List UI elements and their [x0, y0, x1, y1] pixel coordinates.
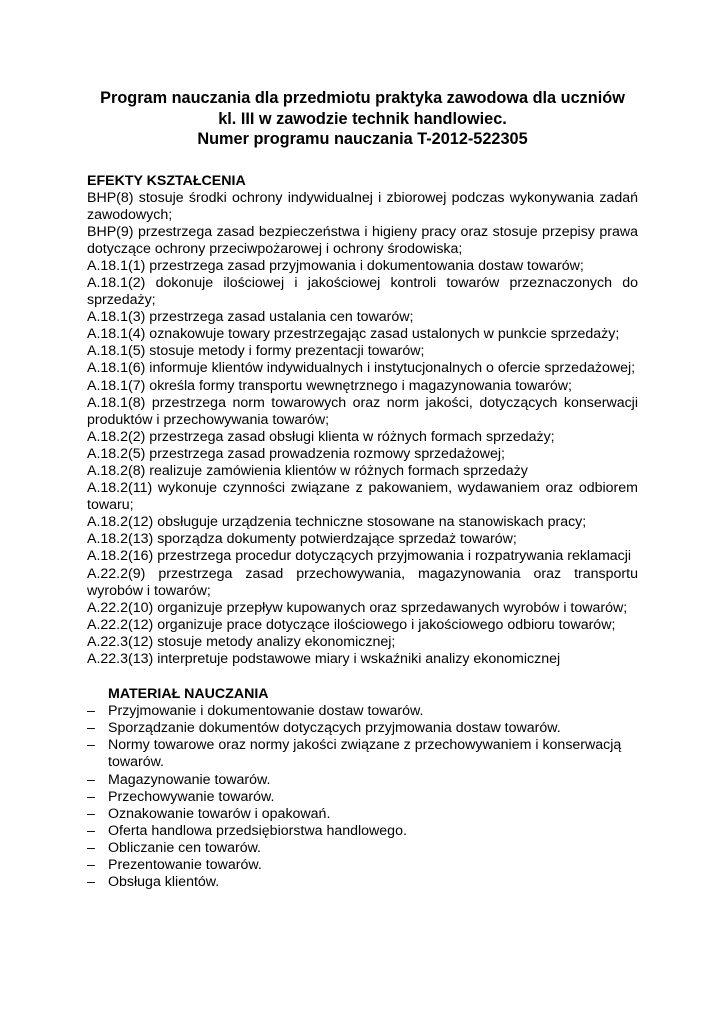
dash-bullet: –	[87, 805, 95, 822]
material-item-text: Oznakowanie towarów i opakowań.	[108, 805, 331, 822]
effect-item: A.18.2(11) wykonuje czynności związane z pakowaniem, wydawaniem oraz odbiorem towaru;	[87, 480, 638, 514]
dash-bullet: –	[87, 720, 95, 737]
material-item	[87, 874, 638, 891]
effect-item: A.22.3(13) interpretuje podstawowe miary i wskaźniki analizy ekonomicznej	[87, 651, 561, 668]
material-item-text: Prezentowanie towarów.	[108, 856, 262, 873]
document-title	[87, 88, 638, 150]
material-item	[87, 737, 638, 771]
material-item	[87, 857, 638, 874]
effect-item: A.22.2(9) przestrzega zasad przechowywania, magazynowania oraz transportu wyrobów i towarów;	[87, 565, 638, 599]
effect-item: A.18.1(1) przestrzega zasad przyjmowania i dokumentowania dostaw towarów;	[87, 257, 584, 274]
effect-item: A.18.2(13) sporządza dokumenty potwierdzające sprzedaż towarów;	[87, 531, 517, 548]
title-line-3: Numer programu nauczania T-2012-522305	[197, 130, 528, 148]
material-item	[87, 703, 638, 720]
dash-bullet: –	[87, 874, 95, 891]
effect-item: A.18.1(7) określa formy transportu wewnętrznego i magazynowania towarów;	[87, 377, 572, 394]
material-item-text: Przechowywanie towarów.	[108, 788, 275, 805]
effect-item: A.18.1(3) przestrzega zasad ustalania cen towarów;	[87, 309, 414, 326]
material-item-text: Obsługa klientów.	[108, 874, 220, 891]
materials-heading: MATERIAŁ NAUCZANIA	[108, 686, 269, 703]
effect-item: A.18.1(5) stosuje metody i formy prezentacji towarów;	[87, 343, 425, 360]
effect-item: BHP(9) przestrzega zasad bezpieczeństwa i higieny pracy oraz stosuje przepisy prawa dotyczące ochrony przeciwpożarowej i ochrony środowiska;	[87, 223, 638, 257]
material-item	[87, 772, 638, 789]
effect-item: A.18.2(16) przestrzega procedur dotyczących przyjmowania i rozpatrywania reklamacji	[87, 548, 632, 565]
effect-item: A.18.1(4) oznakowuje towary przestrzegając zasad ustalonych w punkcie sprzedaży;	[87, 326, 620, 343]
effect-item: A.18.1(6) informuje klientów indywidualnych i instytucjonalnych o ofercie sprzedażowej;	[87, 360, 636, 377]
title-line-2: kl. III w zawodzie technik handlowiec.	[218, 109, 507, 128]
material-item-text: Oferta handlowa przedsiębiorstwa handlowego.	[108, 822, 407, 839]
material-item	[87, 840, 638, 857]
material-item	[87, 806, 638, 823]
effect-item: A.18.2(12) obsługuje urządzenia techniczne stosowane na stanowiskach pracy;	[87, 514, 587, 531]
effect-item: A.18.1(2) dokonuje ilościowej i jakościowej kontroli towarów przeznaczonych do sprzedaży;	[87, 274, 638, 309]
document-page	[87, 88, 638, 891]
effect-item: A.22.3(12) stosuje metody analizy ekonomicznej;	[87, 633, 396, 650]
effect-item: A.18.2(5) przestrzega zasad prowadzenia rozmowy sprzedażowej;	[87, 445, 505, 462]
title-line-1: Program nauczania dla przedmiotu praktyka zawodowa dla uczniów	[100, 89, 625, 107]
effect-item: A.22.2(12) organizuje prace dotyczące ilościowego i jakościowego odbioru towarów;	[87, 616, 616, 633]
material-item-text: Normy towarowe oraz normy jakości związane z przechowywaniem i konserwacją towarów.	[108, 737, 622, 771]
material-item	[87, 720, 638, 737]
material-item-text: Obliczanie cen towarów.	[108, 839, 261, 856]
effect-item: A.18.2(2) przestrzega zasad obsługi klienta w różnych formach sprzedaży;	[87, 428, 555, 445]
material-item	[87, 823, 638, 840]
dash-bullet: –	[87, 703, 95, 720]
dash-bullet: –	[87, 737, 95, 754]
effects-heading: EFEKTY KSZTAŁCENIA	[87, 172, 246, 189]
material-item-text: Przyjmowanie i dokumentowanie dostaw towarów.	[108, 703, 424, 720]
effect-item: A.22.2(10) organizuje przepływ kupowanych oraz sprzedawanych wyrobów i towarów;	[87, 599, 628, 616]
effect-item: A.18.1(8) przestrzega norm towarowych oraz norm jakości, dotyczących konserwacji produktów i przechowywania towarów;	[87, 394, 638, 428]
material-item-text: Sporządzanie dokumentów dotyczących przyjmowania dostaw towarów.	[108, 720, 561, 737]
dash-bullet: –	[87, 788, 95, 805]
dash-bullet: –	[87, 839, 95, 856]
effects-list	[87, 190, 638, 669]
dash-bullet: –	[87, 822, 95, 839]
material-item	[87, 789, 638, 806]
dash-bullet: –	[87, 771, 95, 788]
materials-list	[87, 703, 638, 891]
dash-bullet: –	[87, 856, 95, 873]
effect-item: A.18.2(8) realizuje zamówienia klientów w różnych formach sprzedaży	[87, 463, 528, 479]
effect-item: BHP(8) stosuje środki ochrony indywidualnej i zbiorowej podczas wykonywania zadań zawodowych;	[87, 189, 638, 223]
material-item-text: Magazynowanie towarów.	[108, 771, 271, 788]
